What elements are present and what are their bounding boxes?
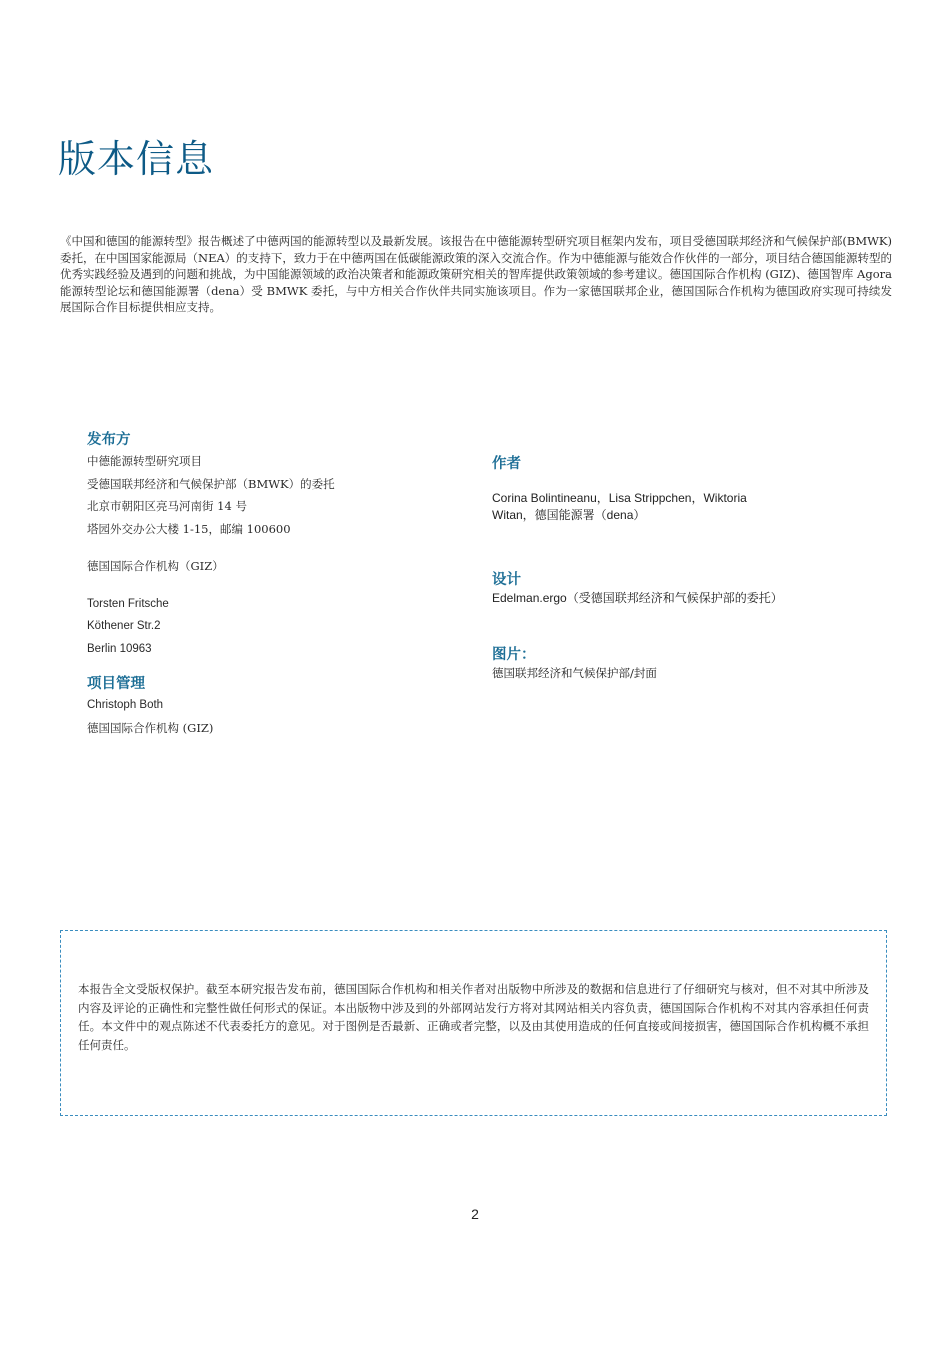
- design-heading: 设计: [492, 572, 521, 588]
- project-management-heading: 项目管理: [87, 676, 145, 692]
- authors-heading: 作者: [492, 456, 521, 472]
- contact-street: Köthener Str.2: [87, 620, 161, 632]
- project-manager-name: Christoph Both: [87, 699, 164, 711]
- images-heading: 图片：: [492, 646, 536, 663]
- images-text: 德国联邦经济和气候保护部/封面: [492, 665, 657, 680]
- disclaimer-box: [60, 930, 887, 1116]
- publisher-line: 中德能源转型研究项目: [87, 454, 202, 468]
- disclaimer-text: 本报告全文受版权保护。截至本研究报告发布前，德国国际合作机构和相关作者对出版物中所涉及的数据和信息进行了仔细研究与核对，但不对其中所涉及内容及评论的正确性和完整性做任何形式的保证。本出版物中涉及到的外部网站发行方将对其网站相关内容负责，德国国际合作机构不对其内容承担任何责任。本文件中的观点陈述不代表委托方的意见。对于图例是否最新、正确或者完整，以及由其使用造成的任何直接或间接损害，德国国际合作机构概不承担任何责任。: [78, 982, 869, 1052]
- publisher-line: 受德国联邦经济和气候保护部（BMWK）的委托: [87, 476, 335, 491]
- project-manager-org: 德国国际合作机构 (GIZ): [87, 720, 214, 735]
- authors-text: Corina Bolintineanu，Lisa Strippchen，Wiktoria Witan，德国能源署（dena）: [492, 491, 747, 522]
- publisher-org: 德国国际合作机构（GIZ）: [87, 559, 224, 573]
- publisher-line: 北京市朝阳区亮马河南街 14 号: [87, 499, 247, 513]
- page-number: 2: [471, 1206, 479, 1222]
- intro-paragraph: 《中国和德国的能源转型》报告概述了中德两国的能源转型以及最新发展。该报告在中德能源转型研究项目框架内发布，项目受德国联邦经济和气候保护部(BMWK)委托，在中国国家能源局（NEA）的支持下，致力于在中德两国在低碳能源政策的深入交流合作。作为中德能源与能效合作伙伴的一部分，项目结合德国能源转型的优秀实践经验及遇到的问题和挑战，为中国能源领域的政治决策者和能源政策研究相关的智库提供政策领域的参考建议。德国国际合作机构 (GIZ)、德国智库 Agora 能源转型论坛和德国能源署（dena）受 BMWK 委托，与中方相关合作伙伴共同实施该项目。作为一家德国联邦企业，德国国际合作机构为德国政府实现可持续发展国际合作目标提供相应支持。: [60, 234, 892, 314]
- contact-city: Berlin 10963: [87, 642, 152, 655]
- page-title: 版本信息: [58, 137, 215, 181]
- publisher-column: [87, 430, 467, 739]
- contact-name: Torsten Fritsche: [87, 597, 169, 610]
- publisher-heading: 发布方: [87, 432, 131, 448]
- design-text: Edelman.ergo（受德国联邦经济和气候保护部的委托）: [492, 591, 783, 605]
- credits-column: [492, 454, 782, 681]
- publisher-line: 塔园外交办公大楼 1-15，邮编 100600: [87, 521, 291, 536]
